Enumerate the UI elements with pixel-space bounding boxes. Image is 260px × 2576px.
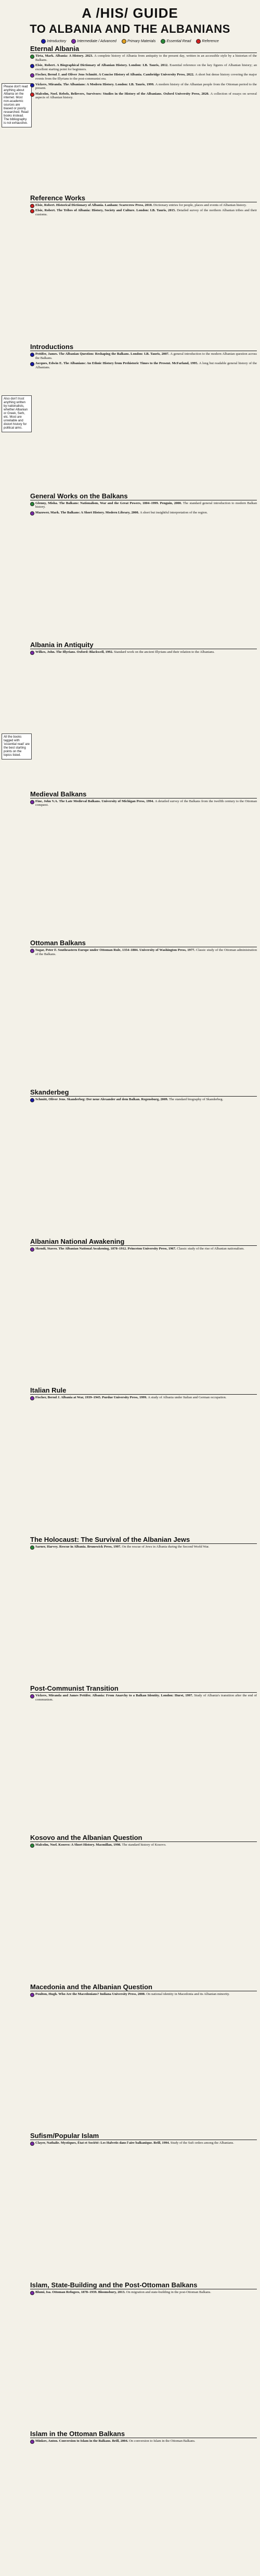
- citation: Elsie, Robert. The Tribes of Albania: History, Society and Culture. London: I.B. Tauris, 2015.: [35, 209, 177, 213]
- section: [30, 1234, 257, 1382]
- citation: Fischer, Bernd J. Albania at War, 1939–1945. Purdue University Press, 1999.: [35, 1396, 148, 1400]
- category-dot-icon: [30, 1844, 34, 1848]
- citation: Elsie, Robert. A Biographical Dictionary of Albanian History. London: I.B. Tauris, 2012.: [35, 63, 170, 68]
- section: [30, 1831, 257, 1978]
- annotation: Standard work on the ancient Illyrians and their relation to the Albanians.: [114, 650, 215, 654]
- sidebar-note: Also don't trust anything written by nationalists, whether Albanian or Greek, Serb, etc. Most are unreliable and distort history for political aims.: [2, 395, 32, 432]
- category-dot-icon: [30, 2142, 34, 2146]
- bibliography-entry: [30, 501, 257, 509]
- section-title: Ottoman Balkans: [30, 939, 257, 947]
- annotation: Classic study of the rise of Albanian nationalism.: [177, 1246, 244, 1251]
- bibliography-entry: [30, 1694, 257, 1702]
- section-title: Italian Rule: [30, 1386, 257, 1395]
- section-title: Kosovo and the Albanian Question: [30, 1834, 257, 1842]
- section-title: Medieval Balkans: [30, 790, 257, 798]
- section-title: Albania in Antiquity: [30, 641, 257, 649]
- section-title: General Works on the Balkans: [30, 492, 257, 500]
- category-dot-icon: [30, 64, 34, 68]
- section: [30, 42, 257, 189]
- section-title: The Holocaust: The Survival of the Albanian Jews: [30, 1536, 257, 1544]
- bibliography-entry: [30, 1545, 257, 1549]
- category-dot-icon: [30, 362, 34, 366]
- section: [30, 1681, 257, 1828]
- bibliography-entry: [30, 948, 257, 956]
- bibliography-entry: [30, 1098, 257, 1102]
- section-title: Macedonia and the Albanian Question: [30, 1983, 257, 1991]
- category-dot-icon: [30, 93, 34, 97]
- bibliography-entry: [30, 1396, 257, 1400]
- citation: Sugar, Peter F. Southeastern Europe under Ottoman Rule, 1354–1804. University of Washington Press, 1977.: [35, 948, 196, 952]
- section: [30, 340, 257, 487]
- annotation: Dictionary entries for people, places and events of Albanian history.: [153, 203, 247, 207]
- section-title: Albanian National Awakening: [30, 1238, 257, 1246]
- annotation: The standard general introduction to modern Balkan history.: [35, 501, 257, 509]
- section: [30, 489, 257, 636]
- legend-item: Introductory: [41, 39, 66, 44]
- section-title: Post-Communist Transition: [30, 1684, 257, 1693]
- annotation: Essential reference on the key figures of Albanian history; an excellent starting point for beginners.: [35, 63, 257, 71]
- category-dot-icon: [30, 1545, 34, 1550]
- bibliography-entry: [30, 203, 257, 208]
- category-dot-icon: [30, 2440, 34, 2444]
- citation: Malcolm, Noel. Rebels, Believers, Survivors: Studies in the History of the Albanians. Oxford University Press, 2020.: [35, 92, 211, 96]
- category-dot-icon: [30, 1396, 34, 1400]
- legend-item: Intermediate / Advanced: [71, 39, 116, 44]
- category-dot-icon: [30, 1247, 34, 1252]
- section-title: Eternal Albania: [30, 45, 257, 53]
- bibliography-entry: [30, 362, 257, 369]
- bibliography: [30, 42, 257, 2576]
- annotation: A general introduction to the modern Albanian question across the Balkans.: [35, 352, 257, 360]
- citation: Vickers, Miranda and James Pettifer. Albania: From Anarchy to a Balkan Identity. London: Hurst, 1997.: [35, 1694, 194, 1698]
- citation: Fischer, Bernd J. and Oliver Jens Schmitt. A Concise History of Albania. Cambridge University Press, 2022.: [35, 73, 196, 77]
- annotation: A short but dense history covering the major events from the Illyrians to the post-communist era.: [35, 73, 257, 81]
- citation: Malcolm, Noel. Kosovo: A Short History. Macmillan, 1998.: [35, 1843, 122, 1847]
- category-dot-icon: [30, 651, 34, 655]
- section: [30, 1532, 257, 1680]
- annotation: A long but readable general history of the Albanians.: [35, 362, 257, 369]
- category-dot-icon: [30, 209, 34, 213]
- sidebar-note: Please don't read anything about Albania on the internet. Most non-academic sources are biased or poorly researched. Read books instead. The bibliography is not exhaustive.: [2, 83, 32, 127]
- bibliography-entry: [30, 92, 257, 100]
- citation: Mazower, Mark. The Balkans: A Short History. Modern Library, 2000.: [35, 510, 140, 514]
- bibliography-entry: [30, 209, 257, 216]
- category-dot-icon: [30, 502, 34, 506]
- section-title: Introductions: [30, 343, 257, 351]
- header: [0, 0, 260, 44]
- annotation: A complete history of Albania from antiquity to the present day, written in an accessible style by a historian of the Balkans.: [35, 54, 257, 62]
- citation: Blumi, Isa. Ottoman Refugees, 1878–1939. Bloomsbury, 2013.: [35, 2290, 126, 2294]
- annotation: Study of Albania's transition after the end of communism.: [35, 1694, 257, 1702]
- section: [30, 1980, 257, 2127]
- annotation: A detailed survey of the Balkans from the twelfth century to the Ottoman conquest.: [35, 799, 257, 807]
- section: [30, 936, 257, 1083]
- page-subtitle: TO ALBANIA AND THE ALBANIANS: [30, 22, 230, 35]
- annotation: On national identity in Macedonia and its Albanian minority.: [146, 1992, 230, 1996]
- citation: Glenny, Misha. The Balkans: Nationalism, War and the Great Powers, 1804–1999. Penguin, 2000.: [35, 501, 183, 505]
- annotation: On conversion to Islam in the Ottoman Balkans.: [129, 2439, 196, 2443]
- bibliography-entry: [30, 2439, 257, 2443]
- bibliography-entry: [30, 1247, 257, 1251]
- bibliography-entry: [30, 1992, 257, 1997]
- annotation: A collection of essays on several aspects of Albanian history.: [35, 92, 257, 100]
- citation: Skendi, Stavro. The Albanian National Awakening, 1878–1912. Princeton University Press, 1967.: [35, 1246, 177, 1251]
- annotation: The standard history of Kosovo.: [122, 1843, 166, 1847]
- citation: Fine, John V.A. The Late Medieval Balkans. University of Michigan Press, 1994.: [35, 799, 155, 803]
- annotation: Detailed survey of the northern Albanian tribes and their customs.: [35, 209, 257, 216]
- citation: Jacques, Edwin E. The Albanians: An Ethnic History from Prehistoric Times to the Present. McFarland, 1995.: [35, 362, 199, 366]
- section-title: Islam in the Ottoman Balkans: [30, 2430, 257, 2438]
- annotation: A modern history of the Albanian people from the Ottoman period to the present.: [35, 82, 257, 91]
- citation: Elsie, Robert. Historical Dictionary of Albania. Lanham: Scarecrow Press, 2010.: [35, 203, 153, 207]
- category-dot-icon: [30, 1694, 34, 1698]
- category-dot-icon: [30, 2291, 34, 2295]
- section: [30, 2278, 257, 2425]
- legend-item: Primary Materials: [122, 39, 155, 44]
- section-title: Sufism/Popular Islam: [30, 2132, 257, 2140]
- category-dot-icon: [30, 1098, 34, 1102]
- citation: Minkov, Anton. Conversion to Islam in the Balkans. Brill, 2004.: [35, 2439, 129, 2443]
- citation: Poulton, Hugh. Who Are the Macedonians? Indiana University Press, 2000.: [35, 1992, 147, 1996]
- legend-item: Essential Read: [161, 39, 191, 44]
- legend-item: Reference: [196, 39, 218, 44]
- category-dot-icon: [30, 204, 34, 208]
- citation: Sarner, Harvey. Rescue in Albania. Brunswick Press, 1997.: [35, 1544, 122, 1549]
- annotation: A short but insightful interpretation of the region.: [139, 510, 208, 514]
- annotation: The standard biography of Skanderbeg.: [168, 1098, 224, 1102]
- category-dot-icon: [30, 83, 34, 87]
- bibliography-entry: [30, 352, 257, 360]
- section: [30, 2427, 257, 2574]
- citation: Clayer, Nathalie. Mystiques, État et Société: Les Halvetis dans l'aire balkanique. Brill, 1994.: [35, 2141, 171, 2145]
- bibliography-entry: [30, 83, 257, 91]
- bibliography-entry: [30, 650, 257, 654]
- annotation: On migration and state-building in the post-Ottoman Balkans.: [126, 2290, 211, 2294]
- section-title: Skanderbeg: [30, 1088, 257, 1097]
- bibliography-entry: [30, 54, 257, 62]
- citation: Schmitt, Oliver Jens. Skanderbeg: Der neue Alexander auf dem Balkan. Regensburg, 2009.: [35, 1098, 169, 1102]
- category-dot-icon: [30, 1993, 34, 1997]
- category-dot-icon: [30, 353, 34, 357]
- category-dot-icon: [30, 73, 34, 78]
- citation: Vickers, Miranda. The Albanians: A Modern History. London: I.B. Tauris, 1999.: [35, 82, 155, 86]
- annotation: A study of Albania under Italian and German occupation.: [148, 1396, 227, 1400]
- annotation: Classic study of the Ottoman administration of the Balkans.: [35, 948, 257, 957]
- bibliography-entry: [30, 2290, 257, 2295]
- citation: Pettifer, James. The Albanian Question: Reshaping the Balkans. London: I.B. Tauris, 2007.: [35, 352, 171, 356]
- category-dot-icon: [30, 800, 34, 804]
- section-title: Reference Works: [30, 194, 257, 202]
- category-dot-icon: [30, 949, 34, 953]
- page-title: A /HIS/ GUIDE: [82, 5, 178, 21]
- section: [30, 191, 257, 338]
- category-dot-icon: [30, 55, 34, 59]
- section: [30, 638, 257, 785]
- section-title: Islam, State-Building and the Post-Ottoman Balkans: [30, 2281, 257, 2289]
- category-dot-icon: [30, 511, 34, 516]
- bibliography-entry: [30, 1843, 257, 1847]
- section: [30, 787, 257, 934]
- bibliography-entry: [30, 800, 257, 807]
- annotation: Study of the Sufi orders among the Albanians.: [170, 2141, 234, 2145]
- bibliography-entry: [30, 73, 257, 81]
- annotation: On the rescue of Jews in Albania during the Second World War.: [122, 1544, 210, 1549]
- bibliography-entry: [30, 511, 257, 515]
- section: [30, 2129, 257, 2276]
- sidebar-note: All the books tagged with 'essential read' are the best starting points on the topics listed.: [2, 733, 32, 759]
- bibliography-entry: [30, 63, 257, 71]
- citation: Tirta, Mark. Albania: A History. 2023.: [35, 54, 95, 58]
- bibliography-entry: [30, 2141, 257, 2145]
- citation: Wilkes, John. The Illyrians. Oxford: Blackwell, 1992.: [35, 650, 114, 654]
- section: [30, 1085, 257, 1232]
- section: [30, 1383, 257, 1530]
